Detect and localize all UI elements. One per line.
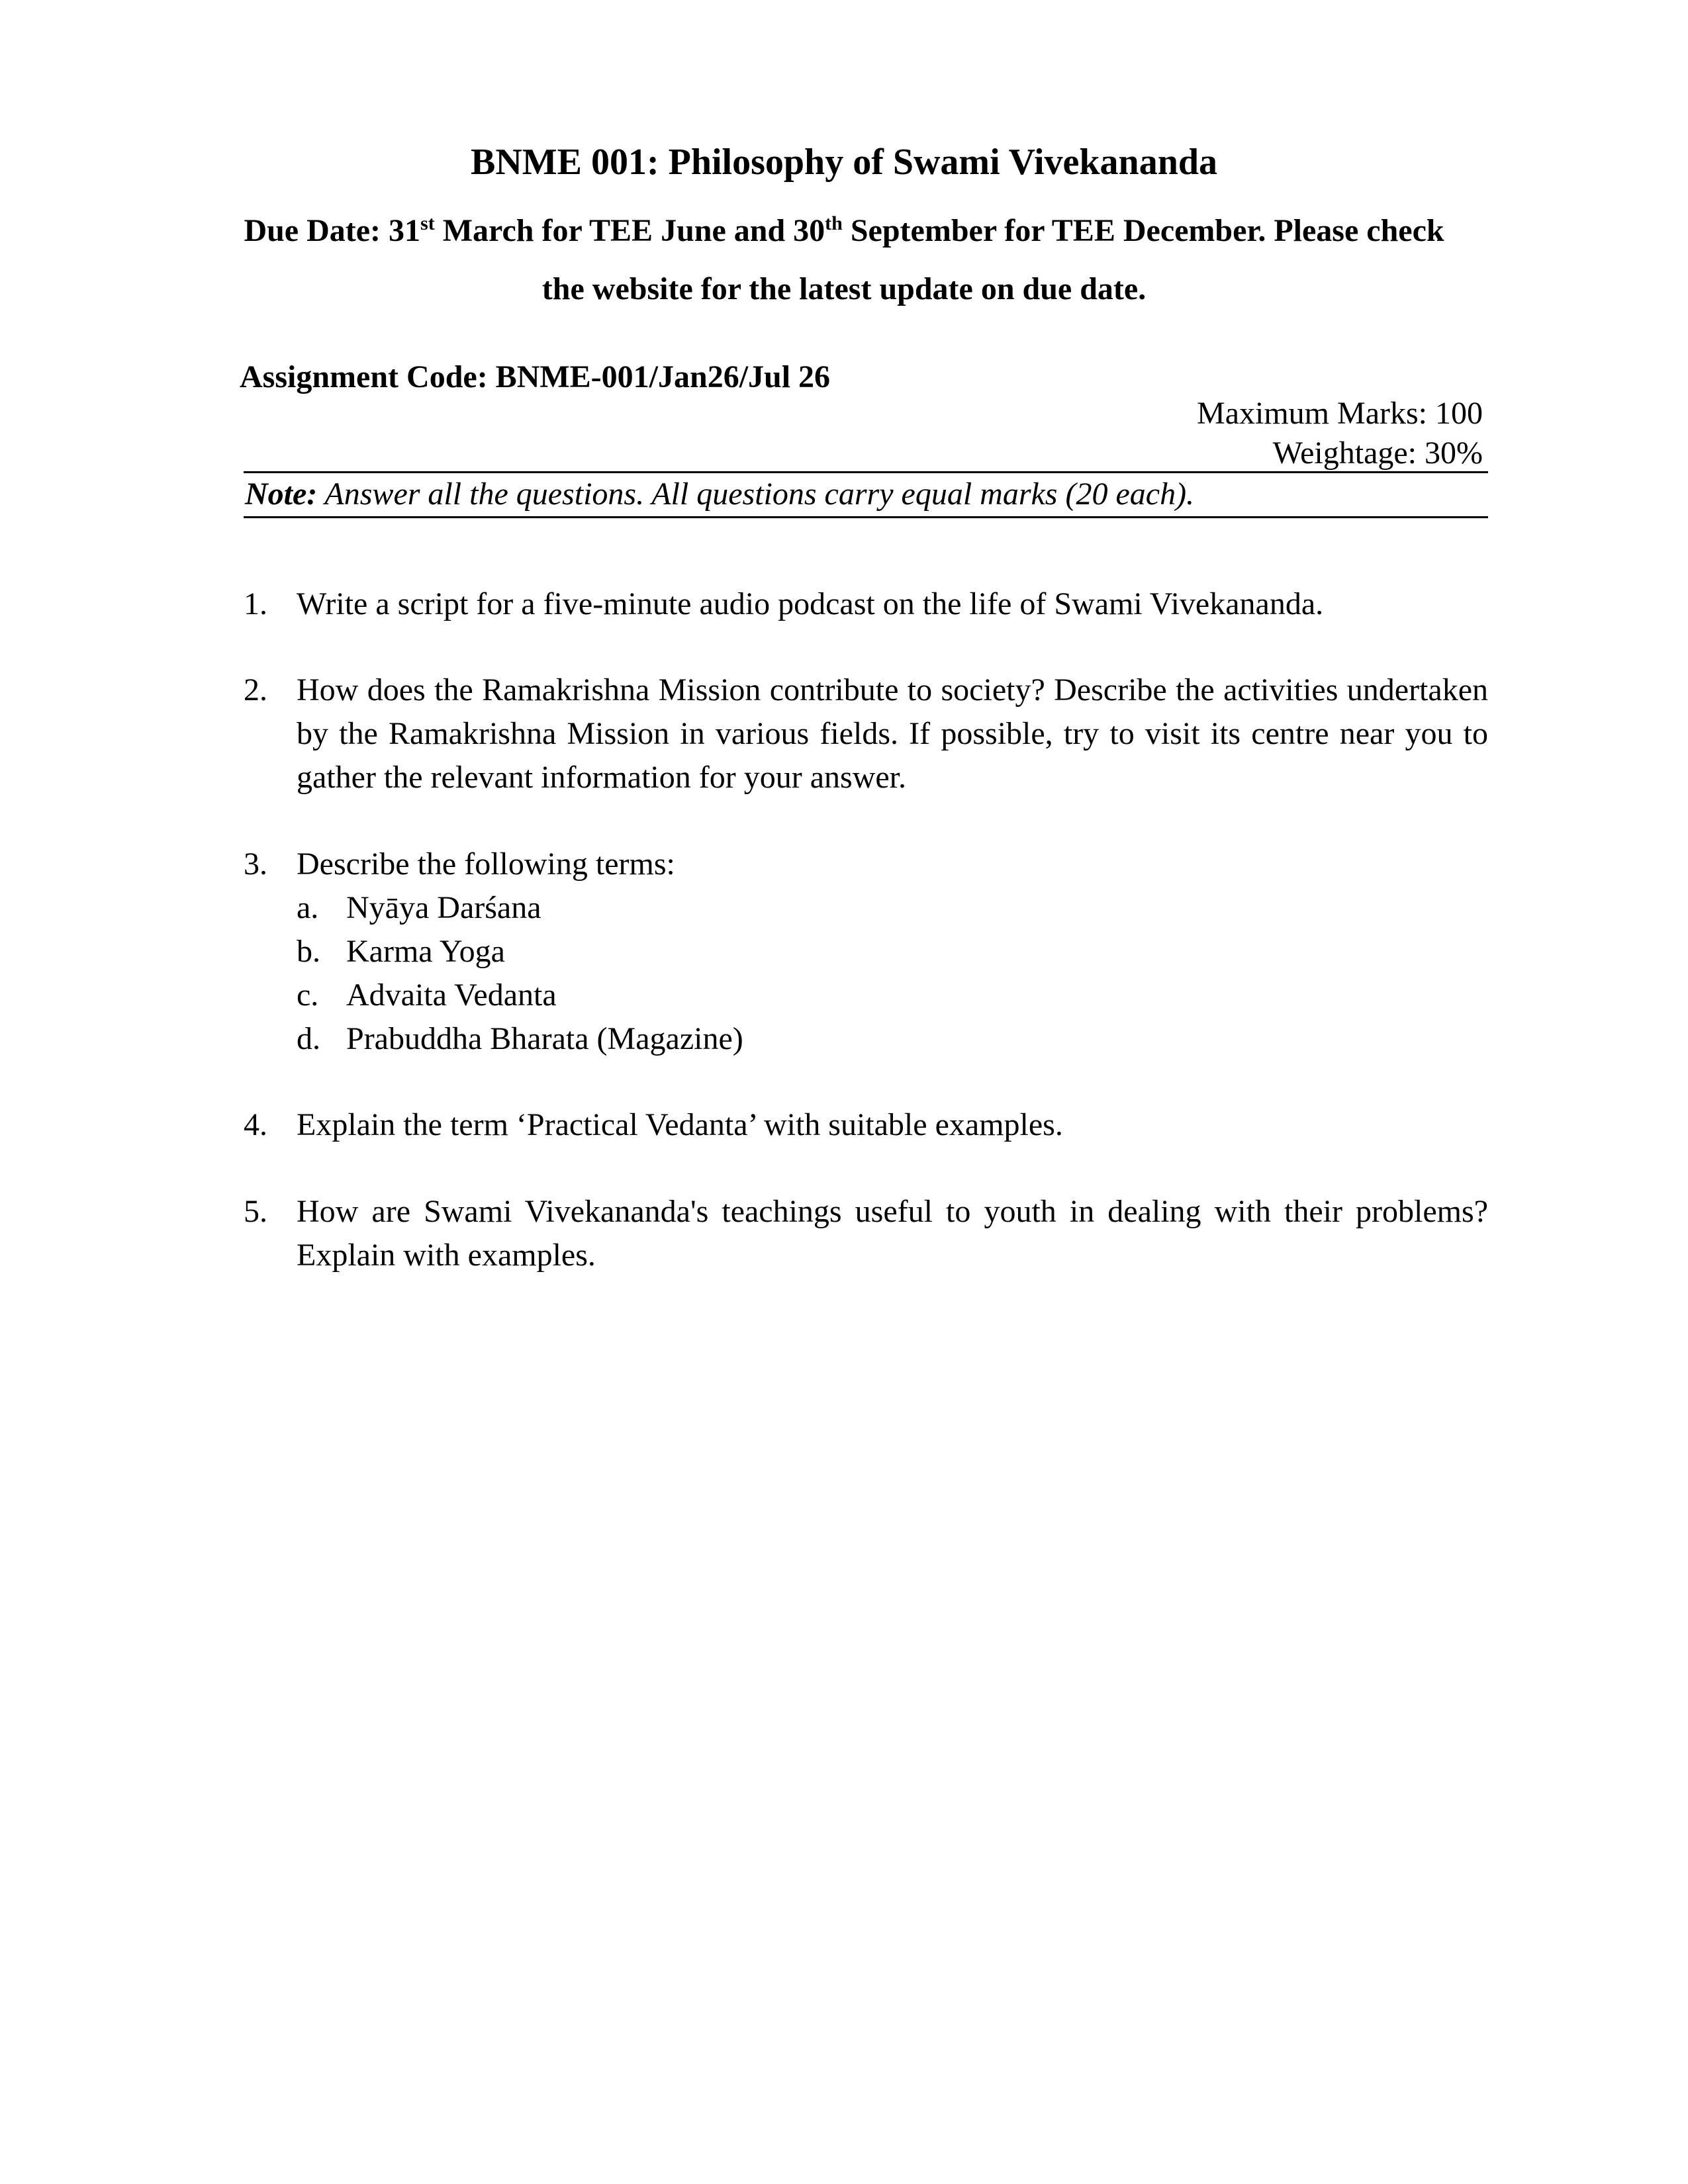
- term-letter: c.: [297, 978, 319, 1013]
- question-number: 1.: [244, 586, 267, 621]
- question-text: Describe the following terms:: [297, 846, 675, 882]
- term-item: [297, 930, 1488, 974]
- term-letter: a.: [297, 890, 319, 925]
- question-5: [244, 1190, 1488, 1277]
- due-date-suffix: September for TEE December. Please check: [842, 213, 1444, 248]
- due-date-text: [199, 202, 1489, 318]
- term-text: Prabuddha Bharata (Magazine): [346, 1021, 743, 1056]
- term-letter: b.: [297, 934, 320, 969]
- term-text: Nyāya Darśana: [346, 890, 541, 925]
- due-date-prefix: Due Date: 31: [244, 213, 421, 248]
- due-date-sup-st: st: [420, 212, 435, 234]
- term-item: [297, 1017, 1488, 1061]
- term-item: [297, 974, 1488, 1017]
- note-text: Answer all the questions. All questions carry equal marks (20 each).: [317, 477, 1195, 512]
- question-body: [297, 842, 1488, 1061]
- question-text: Write a script for a five-minute audio podcast on the life of Swami Vivekananda.: [297, 586, 1324, 621]
- maximum-marks: Maximum Marks: 100: [1197, 396, 1483, 431]
- divider-top: [244, 471, 1488, 473]
- term-item: [297, 886, 1488, 930]
- term-text: Advaita Vedanta: [346, 978, 557, 1013]
- question-number: 2.: [244, 672, 267, 707]
- divider-bottom: [244, 516, 1488, 518]
- question-1: [244, 582, 1488, 626]
- term-text: Karma Yoga: [346, 934, 505, 969]
- note: [245, 474, 1194, 515]
- marks-block: [1197, 394, 1483, 473]
- assignment-code: Assignment Code: BNME-001/Jan26/Jul 26: [240, 359, 831, 394]
- question-4: [244, 1103, 1488, 1147]
- question-number: 4.: [244, 1107, 267, 1142]
- question-3: [244, 842, 1488, 1061]
- note-label: Note:: [245, 477, 318, 512]
- due-date-line2: the website for the latest update on due date.: [541, 271, 1147, 306]
- question-2: [244, 668, 1488, 799]
- page-title: BNME 001: Philosophy of Swami Vivekananda: [471, 142, 1217, 183]
- question-text: How are Swami Vivekananda's teachings useful to youth in dealing with their problems? Explain with examples.: [297, 1194, 1488, 1273]
- term-letter: d.: [297, 1021, 320, 1056]
- question-number: 5.: [244, 1194, 267, 1229]
- question-text: How does the Ramakrishna Mission contribute to society? Describe the activities undertaken by the Ramakrishna Mission in various fields. If possible, try to visit its centre near you to gather the relevant information for your answer.: [297, 672, 1488, 795]
- weightage: Weightage: 30%: [1272, 435, 1483, 471]
- due-date-sup-th: th: [825, 212, 843, 234]
- question-number: 3.: [244, 846, 267, 882]
- due-date-mid: March for TEE June and 30: [434, 213, 825, 248]
- question-text: Explain the term ‘Practical Vedanta’ with suitable examples.: [297, 1107, 1063, 1142]
